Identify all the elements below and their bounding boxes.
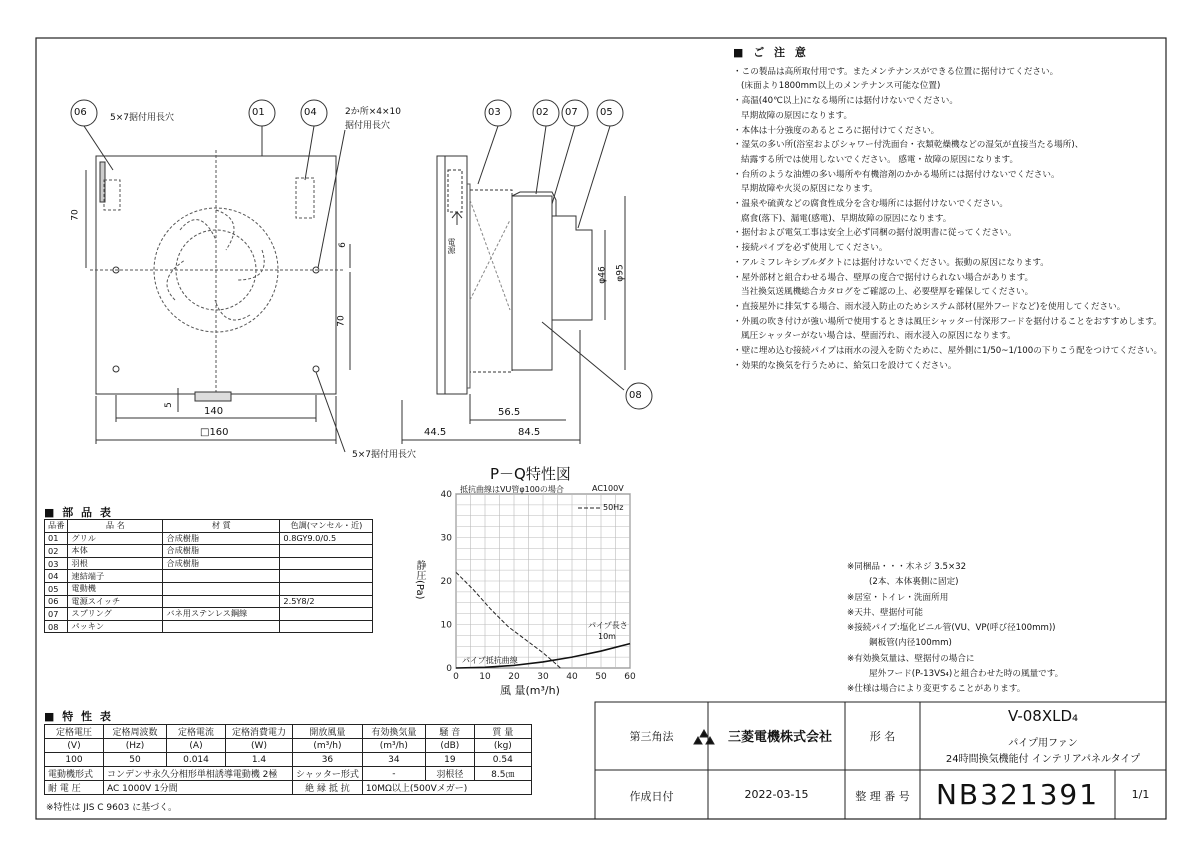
chart-y-tick: 30 (440, 533, 452, 544)
parts-cell: スプリング (68, 608, 163, 621)
chart-annotation-10m: 10m (598, 632, 616, 641)
callout-02: 02 (536, 107, 549, 118)
parts-header: 色調(マンセル・近) (280, 520, 373, 533)
callout-07: 07 (565, 107, 578, 118)
caution-line: ・高温(40℃以上)になる場所には据付けないでください。 (733, 96, 958, 107)
caution-line: ・直接屋外に排気する場合、雨水浸入防止のためシステム部材(屋外フードなど)を使用してください。 (733, 301, 1126, 312)
parts-cell: 本体 (68, 545, 163, 558)
chart-y-tick: 0 (446, 664, 452, 674)
chart-x-tick: 60 (624, 672, 636, 682)
holes-label-1: 2か所×4×10 (345, 107, 401, 117)
characteristics-header: (dB) (425, 739, 474, 753)
characteristics-header: (Hz) (104, 739, 167, 753)
spec-line: ※接続パイプ:塩化ビニル管(VU、VP(呼び径100mm)) (847, 623, 1056, 634)
callout-04: 04 (304, 107, 317, 118)
voltage-value: AC 1000V 1分間 (104, 781, 293, 795)
chart-legend-50hz: 50Hz (603, 503, 624, 512)
characteristics-value: 34 (362, 753, 425, 767)
caution-line: ・台所のような油煙の多い場所や有機溶剤のかかる場所には据付けないでください。 (733, 169, 1060, 180)
spec-line: ※居室・トイレ・洗面所用 (847, 592, 949, 603)
chart-series-50hz (456, 572, 560, 668)
slot-label-top: 5×7据付用長穴 (110, 113, 174, 123)
caution-line: (床面より1800mm以上のメンテナンス可能な位置) (741, 81, 941, 92)
characteristics-value: 0.54 (474, 753, 531, 767)
chart-ylabel: 静圧(Pa) (414, 560, 425, 600)
caution-line: 腐食(落下)、漏電(感電)、早期故障の原因になります。 (741, 213, 952, 224)
parts-cell (280, 582, 373, 595)
model-number: V-08XLD₄ (1007, 707, 1079, 725)
callout-05: 05 (600, 107, 613, 118)
blade-label: 羽根径 (425, 767, 474, 781)
dim-160: □160 (200, 427, 229, 438)
characteristics-footnote: ※特性は JIS C 9603 に基づく。 (46, 803, 178, 813)
parts-cell: 速結端子 (68, 570, 163, 583)
chart-x-tick: 50 (595, 672, 607, 682)
caution-line: 早期故障の原因になります。 (741, 110, 853, 121)
callout-03: 03 (488, 107, 501, 118)
chart-y-tick: 20 (440, 577, 452, 587)
dim-140: 140 (204, 406, 224, 417)
chart-x-tick: 40 (566, 672, 578, 682)
caution-line: ・壁に埋め込む接続パイプは雨水の浸入を防ぐために、屋外側に1/50~1/100の下りこう配をつけてください。 (733, 346, 1163, 357)
chart-header-left: 抵抗曲線はVU管φ100の場合 (460, 485, 564, 494)
characteristics-header: 定格電流 (167, 725, 226, 739)
characteristics-title: ■ 特 性 表 (44, 710, 113, 723)
caution-line: ・据付および電気工事は安全上必ず同梱の据付説明書に従ってください。 (733, 228, 1017, 239)
company-name: 三菱電機株式会社 (727, 730, 832, 745)
characteristics-value: 36 (293, 753, 363, 767)
spec-line: ※有効換気量は、壁据付の場合に (847, 653, 975, 664)
date-label: 作成日付 (629, 790, 674, 803)
parts-cell: パッキン (68, 620, 163, 633)
parts-cell (280, 557, 373, 570)
characteristics-value: 19 (425, 753, 474, 767)
motor-value: コンデンサ永久分相形単相誘導電動機 2極 (104, 767, 293, 781)
parts-cell (163, 582, 280, 595)
projection: 第三角法 (629, 730, 674, 743)
dim-phi46: φ46 (597, 266, 608, 284)
parts-cell (280, 545, 373, 558)
voltage-label: 耐 電 圧 (45, 781, 104, 795)
parts-cell: 合成樹脂 (163, 557, 280, 570)
parts-header: 材 質 (163, 520, 280, 533)
caution-line: ・効果的な換気を行うために、給気口を設けてください。 (733, 360, 957, 371)
dim-44-5: 44.5 (424, 427, 447, 438)
parts-cell: 02 (45, 545, 68, 558)
parts-cell: 2.5Y8/2 (280, 595, 373, 608)
caution-title: ■ ご 注 意 (733, 46, 809, 59)
slot-label-bottom: 5×7据付用長穴 (352, 450, 416, 460)
characteristics-header: 有効換気量 (362, 725, 425, 739)
parts-cell: 04 (45, 570, 68, 583)
power-label: 電源 (447, 238, 456, 254)
characteristics-header: 開放風量 (293, 725, 363, 739)
characteristics-header: (W) (226, 739, 293, 753)
parts-row (45, 595, 373, 608)
model-label: 形 名 (869, 730, 896, 743)
caution-line: 当社換気送風機総合カタログをご確認の上、必要壁厚を確保してください。 (741, 287, 1034, 298)
parts-cell: 07 (45, 608, 68, 621)
characteristics-header: (V) (45, 739, 104, 753)
callout-08: 08 (629, 390, 642, 401)
parts-cell (163, 570, 280, 583)
blade-value: 8.5㎝ (474, 767, 531, 781)
caution-line: ・この製品は高所取付用です。またメンテナンスができる位置に据付けてください。 (733, 66, 1059, 77)
date-value: 2022-03-15 (744, 788, 809, 801)
dim-70-right: 70 (336, 315, 347, 327)
model-desc-2: 24時間換気機能付 インテリアパネルタイプ (945, 754, 1141, 765)
parts-table (44, 519, 373, 633)
caution-line: ・外風の吹き付けが強い場所で使用するときは風圧シャッター付深形フードを据付けることをおすすめします。 (733, 316, 1162, 327)
parts-cell: 合成樹脂 (163, 532, 280, 545)
characteristics-header: 定格消費電力 (226, 725, 293, 739)
characteristics-table (44, 724, 532, 795)
characteristics-header: (A) (167, 739, 226, 753)
caution-line: ・アルミフレキシブルダクトには据付けないでください。振動の原因になります。 (733, 257, 1049, 268)
parts-cell: 羽根 (68, 557, 163, 570)
chart-x-tick: 30 (537, 672, 549, 682)
spec-line: ※仕様は場合により変更することがあります。 (847, 684, 1026, 695)
callout-01: 01 (252, 107, 265, 118)
characteristics-header: 質 量 (474, 725, 531, 739)
characteristics-value: 1.4 (226, 753, 293, 767)
characteristics-value: 50 (104, 753, 167, 767)
chart-x-tick: 0 (453, 672, 459, 682)
chart-annotation-pipe-length: パイプ長さ (588, 621, 628, 630)
chart-header-right: AC100V (592, 484, 624, 493)
characteristics-header: 定格電圧 (45, 725, 104, 739)
dim-70-left: 70 (70, 209, 81, 221)
chart-title: P－Q特性図 (490, 465, 571, 483)
parts-cell: グリル (68, 532, 163, 545)
parts-cell (280, 620, 373, 633)
callout-06: 06 (74, 107, 87, 118)
spec-line: (2本、本体裏側に固定) (869, 577, 959, 588)
front-view (84, 126, 350, 452)
chart-annotation-pipe-curve: パイプ抵抗曲線 (462, 656, 518, 665)
parts-cell: 0.8GY9.0/0.5 (280, 532, 373, 545)
characteristics-header: 定格周波数 (104, 725, 167, 739)
caution-line: ・本体は十分強度のあるところに据付けてください。 (733, 125, 940, 136)
parts-row (45, 570, 373, 583)
parts-cell: 06 (45, 595, 68, 608)
spec-line: ※同梱品・・・木ネジ 3.5×32 (847, 562, 967, 572)
chart-x-tick: 20 (508, 672, 520, 682)
characteristics-header: (m³/h) (293, 739, 363, 753)
parts-row (45, 532, 373, 545)
parts-header: 品番 (45, 520, 68, 533)
caution-line: ・温泉や硫黄などの腐食性成分を含む場所には据付けないでください。 (733, 199, 1009, 210)
dim-56-5: 56.5 (498, 407, 521, 418)
parts-cell (163, 620, 280, 633)
motor-label: 電動機形式 (45, 767, 104, 781)
parts-title: ■ 部 品 表 (44, 506, 113, 519)
parts-cell (280, 608, 373, 621)
characteristics-header: (m³/h) (362, 739, 425, 753)
spec-line: 屋外フード(P-13VS₄)と組合わせた時の風量です。 (869, 669, 1064, 680)
parts-row (45, 545, 373, 558)
parts-cell: 電動機 (68, 582, 163, 595)
chart-y-tick: 10 (440, 620, 452, 631)
insul-label: 絶 縁 抵 抗 (293, 781, 363, 795)
parts-cell: 03 (45, 557, 68, 570)
parts-cell: 01 (45, 532, 68, 545)
parts-cell: 合成樹脂 (163, 545, 280, 558)
caution-notes (733, 46, 1173, 373)
parts-row (45, 582, 373, 595)
drawing-number: NB321391 (935, 778, 1100, 811)
parts-cell (280, 570, 373, 583)
caution-line: ・接続パイプを必ず使用してください。 (733, 243, 888, 254)
chart-y-tick: 40 (440, 490, 452, 500)
model-desc-1: パイプ用ファン (1008, 738, 1078, 749)
insul-value: 10MΩ以上(500Vメガー) (362, 781, 531, 795)
parts-cell: 電源スイッチ (68, 595, 163, 608)
parts-cell: 08 (45, 620, 68, 633)
characteristics-value: 100 (45, 753, 104, 767)
parts-cell: バネ用ステンレス鋼線 (163, 608, 280, 621)
shutter-value: - (362, 767, 425, 781)
pq-chart (441, 490, 636, 682)
number-label: 整 理 番 号 (855, 790, 910, 803)
shutter-label: シャッター形式 (293, 767, 363, 781)
callouts (71, 100, 652, 409)
dim-84-5: 84.5 (518, 427, 541, 438)
caution-line: ・湿気の多い所(浴室およびシャワー付洗面台・衣類乾燥機などの湿気が直接当たる場所)、 (733, 140, 1084, 151)
dim-5: 5 (163, 402, 174, 408)
caution-line: 風圧シャッターがない場合は、壁面汚れ、雨水浸入の原因になります。 (741, 331, 1016, 342)
dim-phi95: φ95 (615, 264, 626, 282)
characteristics-header: (kg) (474, 739, 531, 753)
parts-row (45, 608, 373, 621)
parts-row (45, 557, 373, 570)
caution-line: ・屋外部材と組合わせる場合、壁厚の度合で据付けられない場合があります。 (733, 272, 1034, 283)
parts-cell: 05 (45, 582, 68, 595)
caution-line: 早期故障や火災の原因になります。 (741, 184, 878, 195)
parts-row (45, 620, 373, 633)
characteristics-value: 0.014 (167, 753, 226, 767)
spec-line: 鋼板管(内径100mm) (869, 638, 952, 649)
spec-line: ※天井、壁据付可能 (847, 607, 923, 618)
side-view (402, 126, 625, 444)
spec-notes (847, 560, 1063, 698)
caution-line: 結露する所では使用しないでください。 感電・故障の原因になります。 (741, 154, 1019, 165)
parts-cell (163, 595, 280, 608)
chart-x-tick: 10 (479, 672, 491, 682)
holes-label-2: 据付用長穴 (345, 121, 391, 131)
page-number: 1/1 (1131, 788, 1150, 801)
characteristics-header: 騒 音 (425, 725, 474, 739)
chart-xlabel: 風 量(m³/h) (500, 684, 560, 697)
dim-6: 6 (337, 242, 348, 248)
parts-header: 品 名 (68, 520, 163, 533)
